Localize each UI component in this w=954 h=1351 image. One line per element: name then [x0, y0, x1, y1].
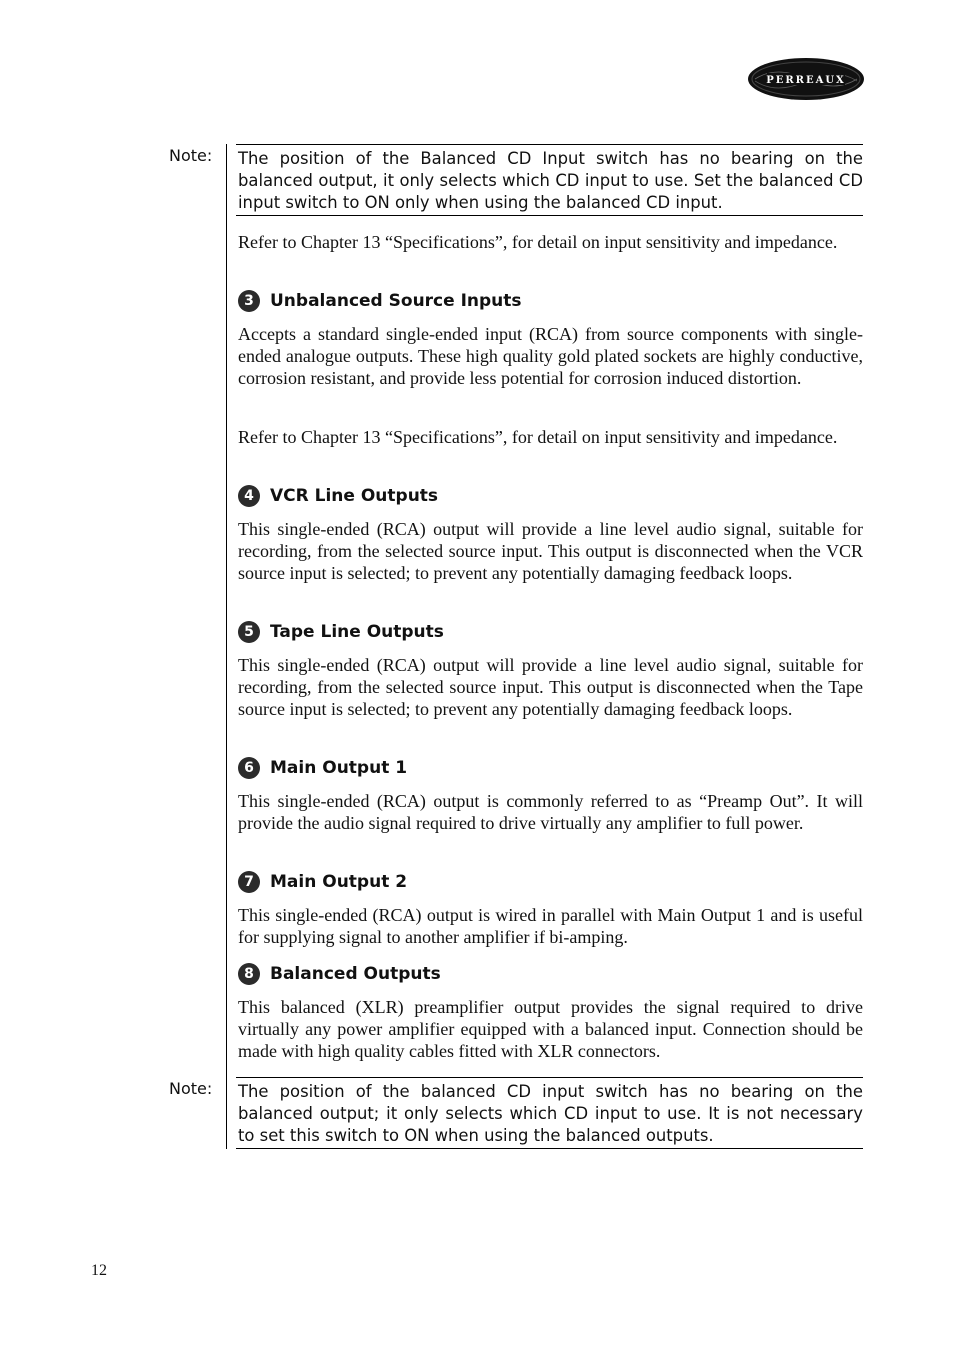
margin-rule	[226, 144, 227, 1149]
section-title: Tape Line Outputs	[270, 622, 444, 642]
section-paragraph: Refer to Chapter 13 “Specifications”, for detail on input sensitivity and impedance.	[238, 427, 838, 447]
section-title: Unbalanced Source Inputs	[270, 291, 522, 311]
section-paragraph: Accepts a standard single-ended input (RCA) from source components with single-ended analogue outputs. These high quality gold plated sockets are highly conductive, corrosion resistant, and provide less potential for corrosion induced distortion.	[238, 324, 863, 388]
section-heading	[238, 289, 522, 313]
perreaux-logo	[747, 57, 865, 101]
section-paragraph: This single-ended (RCA) output will provide a line level audio signal, suitable for recording, from the selected source input. This output is disconnected when the Tape source input is selected; to prevent any potentially damaging feedback loops.	[238, 655, 863, 719]
number-badge-icon: 7	[238, 871, 260, 893]
section-paragraph: This balanced (XLR) preamplifier output provides the signal required to drive virtually any power amplifier equipped with a balanced input. Connection should be made with high quality cables fitted with XLR connectors.	[238, 997, 863, 1061]
page-number: 12	[91, 1262, 107, 1279]
number-badge-icon: 5	[238, 621, 260, 643]
number-badge-icon: 4	[238, 485, 260, 507]
section-heading	[238, 756, 407, 780]
intro-paragraph: Refer to Chapter 13 “Specifications”, for detail on input sensitivity and impedance.	[238, 232, 838, 252]
section-heading	[238, 484, 438, 508]
note-text: The position of the balanced CD input switch has no bearing on the balanced output; it only selects which CD input to use. It is not necessary to set this switch to ON when using the balanced outputs.	[236, 1077, 863, 1149]
section-paragraph: This single-ended (RCA) output will provide a line level audio signal, suitable for recording, from the selected source input. This output is disconnected when the VCR source input is selected; to prevent any potentially damaging feedback loops.	[238, 519, 863, 583]
section-paragraph: This single-ended (RCA) output is commonly referred to as “Preamp Out”. It will provide the audio signal required to drive virtually any amplifier to full power.	[238, 791, 863, 833]
section-heading	[238, 962, 441, 986]
section-heading	[238, 870, 407, 894]
section-title: Main Output 2	[270, 872, 408, 892]
section-paragraph: This single-ended (RCA) output is wired in parallel with Main Output 1 and is useful for supplying signal to another amplifier if bi-amping.	[238, 905, 863, 947]
number-badge-icon: 8	[238, 963, 260, 985]
number-badge-icon: 3	[238, 290, 260, 312]
note-text: The position of the Balanced CD Input switch has no bearing on the balanced output, it only selects which CD input to use. Set the balanced CD input switch to ON only when using the balanced CD input.	[236, 144, 863, 216]
section-title: VCR Line Outputs	[270, 486, 439, 506]
number-badge-icon: 6	[238, 757, 260, 779]
logo-wordmark: PERREAUX	[766, 75, 846, 86]
section-heading	[238, 620, 444, 644]
note-label: Note:	[169, 1079, 213, 1098]
section-title: Main Output 1	[270, 758, 408, 778]
note-label: Note:	[169, 146, 213, 165]
section-title: Balanced Outputs	[270, 964, 441, 984]
